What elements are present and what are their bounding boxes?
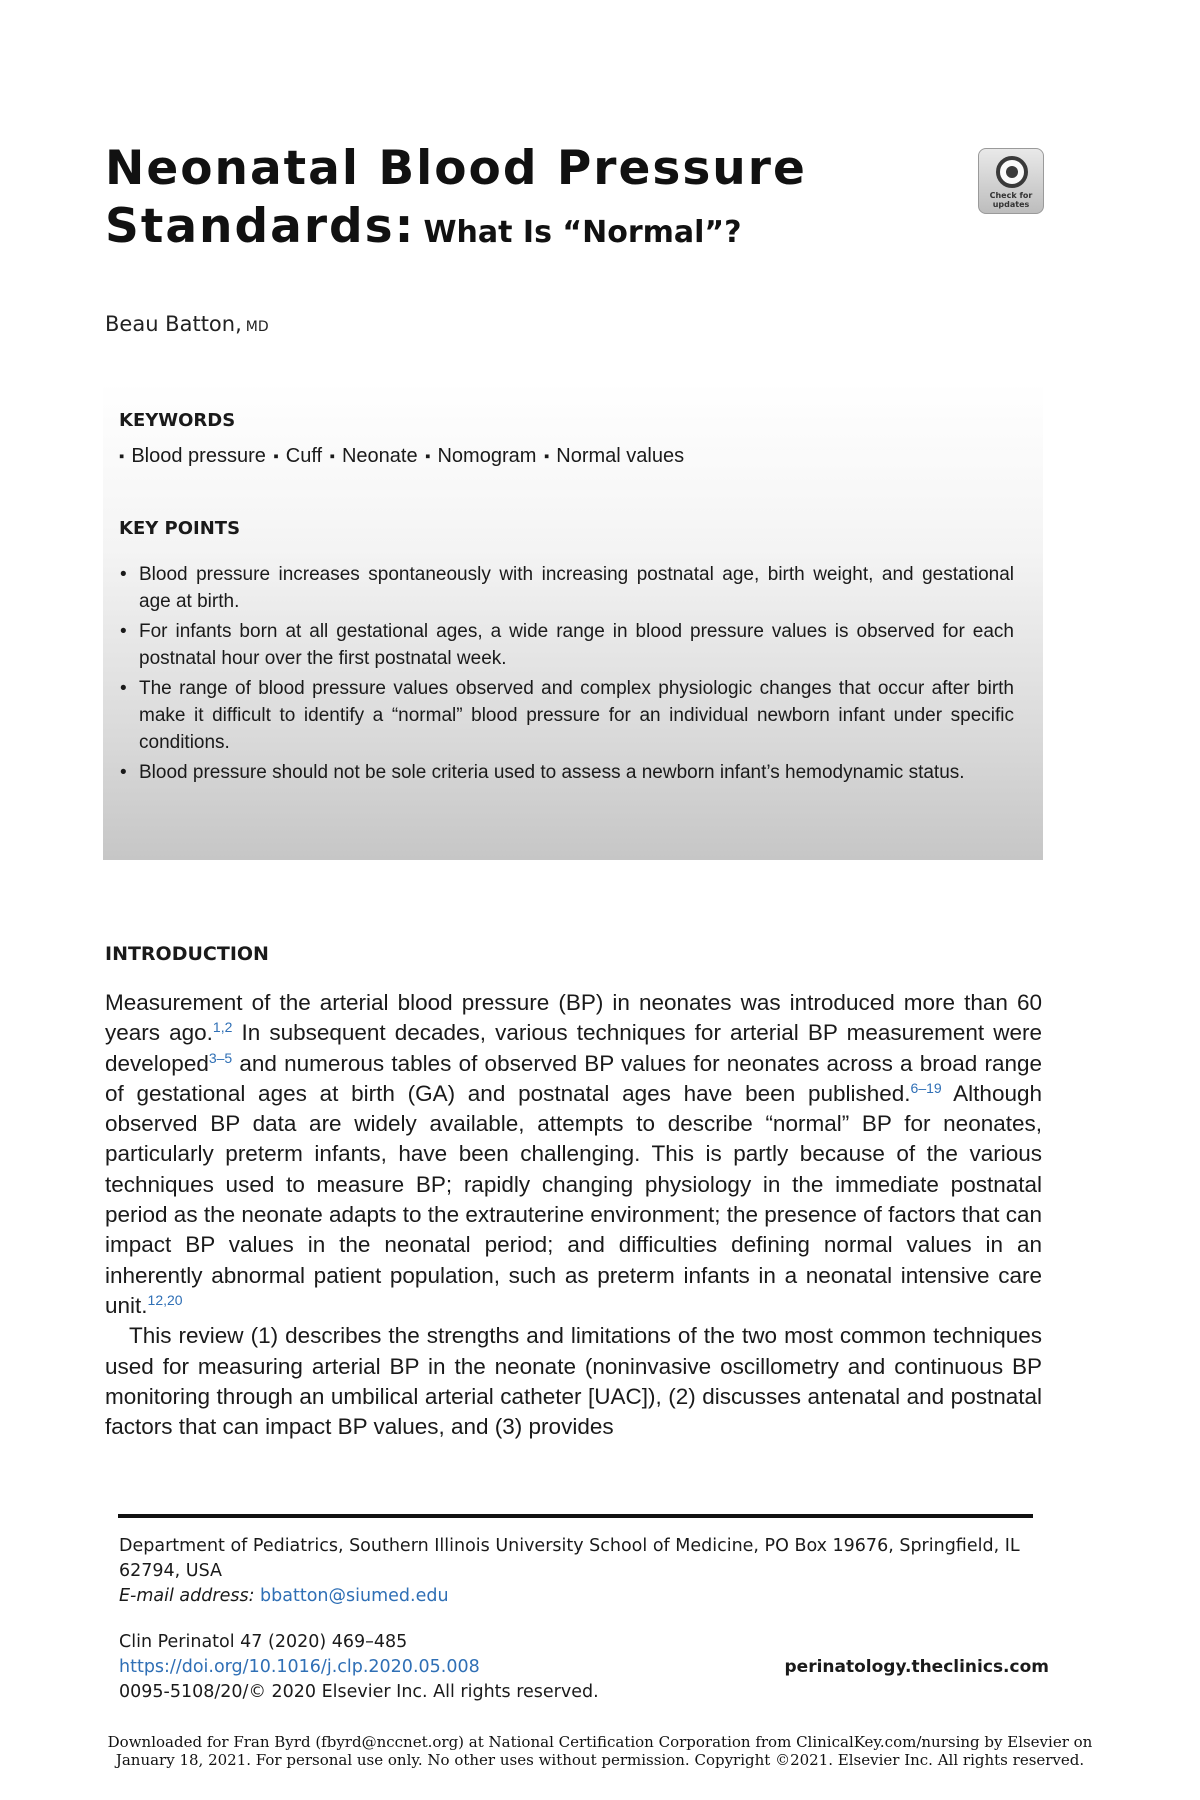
author-line — [105, 312, 269, 336]
key-point-item: • For infants born at all gestational ages, a wide range in blood pressure values is observed for each postnatal hour over the first postnatal week. — [119, 618, 1014, 672]
email-line — [119, 1584, 1049, 1609]
key-points-list — [119, 561, 1014, 786]
reference-link[interactable]: 6–19 — [910, 1079, 942, 1096]
intro-paragraph-2: This review (1) describes the strengths and limitations of the two most common techniques used for measuring arterial BP in the neonate (noninvasive oscillometry and continuous BP monitoring through an umbilical arterial catheter [UAC]), (2) discusses antenatal and postnatal factors that can impact BP values, and (3) provides — [105, 1323, 1042, 1440]
article-title — [105, 140, 965, 262]
introduction-heading: INTRODUCTION — [105, 943, 269, 965]
reference-link[interactable]: 3–5 — [208, 1049, 233, 1066]
crossmark-icon — [996, 156, 1028, 188]
crossmark-label: Check for updates — [989, 191, 1033, 209]
keyword-item: ▪ Blood pressure — [119, 445, 266, 467]
title-line-2-text: Standards: — [105, 199, 416, 254]
copyright-line: 0095-5108/20/© 2020 Elsevier Inc. All rights reserved. — [119, 1682, 599, 1702]
reference-link[interactable]: 1,2 — [212, 1019, 233, 1036]
affiliation-text: Department of Pediatrics, Southern Illinois University School of Medicine, PO Box 19676, Springfield, IL 62794, USA — [119, 1536, 1020, 1581]
journal-citation: Clin Perinatol 47 (2020) 469–485 — [119, 1632, 408, 1652]
doi-link[interactable]: https://doi.org/10.1016/j.clp.2020.05.008 — [119, 1657, 480, 1677]
keywords-heading: KEYWORDS — [119, 410, 236, 431]
download-line-1: Downloaded for Fran Byrd (fbyrd@nccnet.org) at National Certification Corporation from ClinicalKey.com/nursing by Elsevier on — [107, 1733, 1093, 1751]
key-point-item: • Blood pressure increases spontaneously with increasing postnatal age, birth weight, and gestational age at birth. — [119, 561, 1014, 615]
title-line-2 — [105, 198, 965, 262]
check-for-updates-badge[interactable] — [978, 148, 1044, 214]
reference-link[interactable]: 12,20 — [147, 1291, 183, 1308]
intro-sentence: and numerous tables of observed BP values for neonates across a broad range of gestational ages at birth (GA) and postnatal ages have been published. — [105, 1050, 1042, 1106]
citation-block — [119, 1630, 1049, 1705]
title-line-1: Neonatal Blood Pressure — [105, 141, 807, 196]
affiliation-block — [119, 1534, 1049, 1609]
keyword-item: ▪ Cuff — [273, 445, 322, 467]
keywords-keypoints-box — [103, 382, 1043, 860]
keyword-item: ▪ Normal values — [544, 445, 684, 467]
key-point-item: • The range of blood pressure values observed and complex physiologic changes that occur after birth make it difficult to identify a “normal” blood pressure for an individual newborn infant under specific conditions. — [119, 675, 1014, 756]
intro-sentence: Although observed BP data are widely available, attempts to describe “normal” BP for neonates, particularly preterm infants, have been challenging. This is partly because of the various techniques used to measure BP; rapidly changing physiology in the immediate postnatal period as the neonate adapts to the extrauterine environment; the presence of factors that can impact BP values in the neonatal period; and difficulties defining normal values in an inherently abnormal patient population, such as preterm infants in a neonatal intensive care unit. — [105, 1080, 1043, 1318]
email-label: E-mail address: — [119, 1586, 255, 1606]
keyword-item: ▪ Neonate — [330, 445, 418, 467]
key-point-item: • Blood pressure should not be sole criteria used to assess a newborn infant’s hemodynamic status. — [119, 759, 1014, 786]
intro-paragraph-1 — [105, 988, 1042, 1321]
footer-divider — [118, 1514, 1033, 1518]
author-degree: MD — [245, 319, 269, 335]
email-link[interactable]: bbatton@siumed.edu — [260, 1586, 449, 1606]
intro-sentence: Measurement of the arterial blood pressure (BP) in neonates was introduced more than 60 years ago. — [105, 990, 1042, 1046]
introduction-body — [105, 988, 1042, 1442]
download-notice — [40, 1733, 1160, 1769]
key-points-heading: KEY POINTS — [119, 518, 241, 539]
intro-sentence: In subsequent decades, various techniques for arterial BP measurement were developed — [105, 1020, 1042, 1076]
keywords-list — [119, 445, 1014, 468]
journal-website: perinatology.theclinics.com — [784, 1657, 1049, 1677]
author-name: Beau Batton, — [105, 312, 242, 336]
article-subtitle: What Is “Normal”? — [423, 215, 742, 250]
download-line-2: January 18, 2021. For personal use only. No other uses without permission. Copyright ©2021. Elsevier Inc. All rights reserved. — [115, 1751, 1085, 1769]
keyword-item: ▪ Nomogram — [425, 445, 536, 467]
